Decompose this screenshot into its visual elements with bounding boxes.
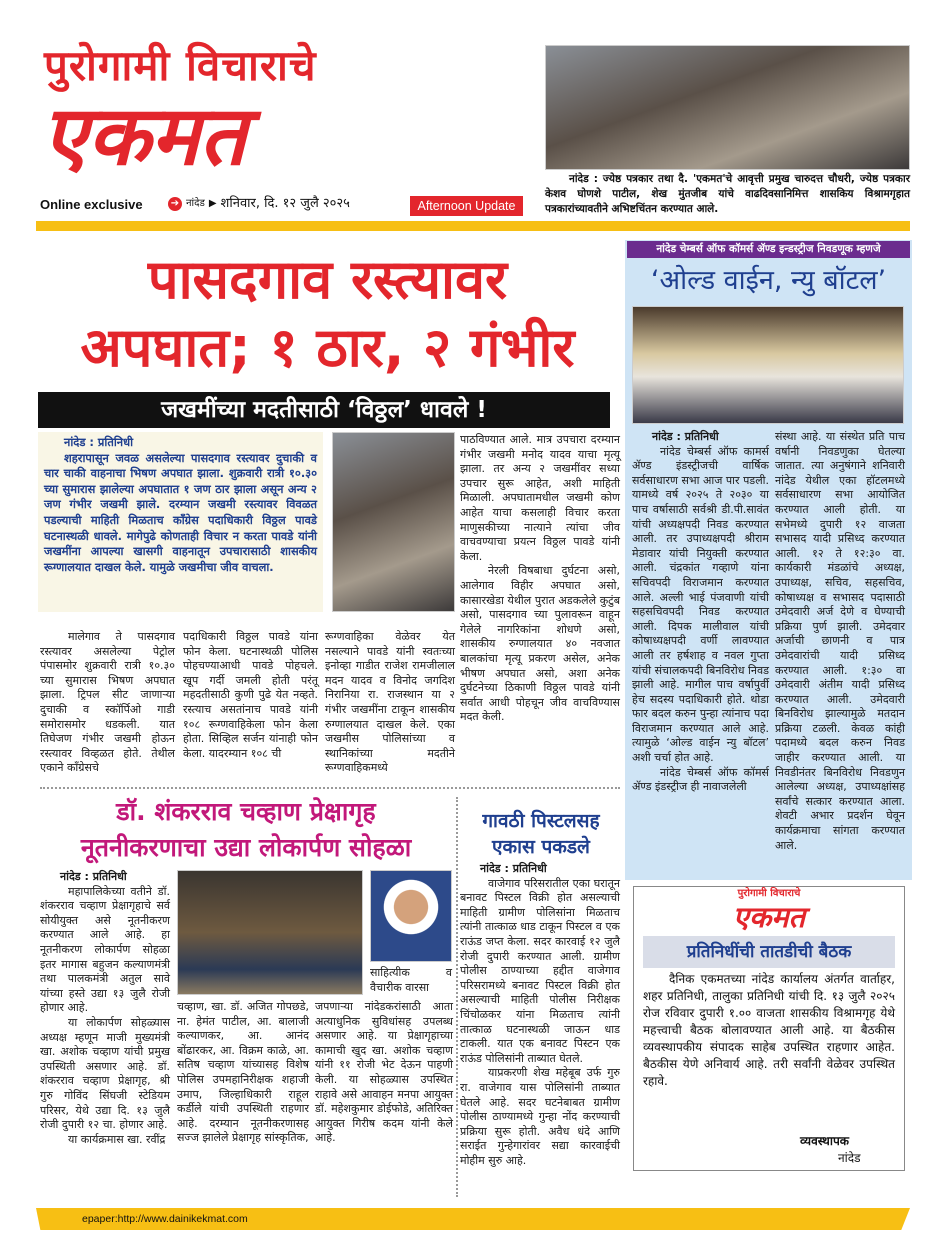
lead-column-1-text: मालेगाव ते पासदगाव रस्त्यावर असलेल्या पेट्रोल पंपासमोर शुक्रवारी रात्री १०.३० च्या सुमारास भिषण अपघात झाला. ट्रिपल सीट जाणाऱ्या दुचाकी व स्कॉर्पिओ गाडी समोरासमोर धडकली. यात तिघेजण गंभीर जखमी होऊन रस्त्यावर विव्हळत होते. तेथील एकाने काँग्रेसचे (40, 630, 175, 775)
lead-headline-2: अपघात; १ ठार, २ गंभीर (80, 316, 575, 379)
lead-column-2-text: पदाधिकारी विठ्ठल पावडे यांना फोन केला. घटनास्थळी पोलिस पोहचण्याआधी पावडे पोहचले. खूप गर्दी जमली होती परंतू महदतीसाठी कुणी पुढे येत नव्हते. रस्त्याच असतांनाच पावडे यांनी १०८ रूग्णवाहिकेला फोन केला होता. सिव्हिल सर्जन यांनाही फोन केला. यादरम्यान १०८ ची (183, 630, 318, 760)
pistol-headline-1: गावठी पिस्टलसह (482, 810, 600, 832)
theatre-column-1 (40, 870, 170, 1147)
masthead-logo: एकमत (42, 89, 247, 184)
lead-summary-box (38, 432, 323, 612)
dateline (168, 194, 350, 214)
chamber-headline: ‘ओल्ड वाईन, न्यु बॉटल’ (650, 265, 887, 296)
theatre-column-3-top (370, 966, 452, 995)
header-rule (36, 221, 910, 231)
chamber-column-2 (775, 430, 905, 853)
theatre-hall-photo (177, 870, 363, 995)
lead-column-4 (460, 433, 620, 725)
top-group-photo (545, 45, 910, 170)
theatre-column-2 (177, 1000, 309, 1146)
lead-column-2 (183, 630, 318, 761)
notice-signature-title: व्यवस्थापक (800, 1134, 849, 1148)
lead-headline-1: पासदगाव रस्त्यावर (147, 248, 508, 311)
play-icon: ▶ (208, 198, 217, 209)
lead-byline: नांदेड : प्रतिनिधी (64, 435, 134, 449)
pistol-byline: नांदेड : प्रतिनिधी (480, 862, 547, 875)
lead-column-4-para-1: पाठविण्यात आले. मात्र उपचारा दरम्यान गंभीर जखमी मनोद यादव याचा मृत्यू झाला. तर अन्य २ जखमींवर सध्या उपचार सुरू आहेत, अशी माहिती मिळाली. अपघातामधील जखमी कोण आहेत याचा कसलाही विचार करता माणुसकीच्या नात्याने त्यांचा जीव वाचवण्याचा प्रयत्न विठ्ठल पावडे यांनी केला. (460, 433, 620, 563)
dateline-date: शनिवार, दि. १२ जुलै २०२५ (220, 196, 350, 211)
theatre-column-2-text: चव्हाण, खा. डॉ. अजित गोपछडे, ना. हेमंत पाटील, आ. बालाजी कल्याणकर, आ. आनंद बोंढारकर, आ. विक्रम काळे, आ. सतिष चव्हाण यांच्यासह विशेष पोलिस उपमहानिरीक्षक शहाजी उमाप, जिल्हाधिकारी राहूल कर्डीले यांची उपस्थिती राहणार आहे. दरम्यान नूतनीकरणासह सज्ज झालेले प्रेक्षागृह सांस्कृतिक, (177, 1000, 309, 1145)
lead-summary: शहरापासून जवळ असलेल्या पासदगाव रस्त्यावर दुचाकी व चार चाकी वाहनाचा भिषण अपघात झाला. शुक्रवारी रात्री १०.३० च्या सुमारास झालेल्या अपघातात १ जण ठार झाला असून अन्य २ जण गंभीर जखमी झाले. दरम्यान जखमी रस्त्यावर विवळत पडल्याची माहिती मिळताच काँग्रेस पदाधिकारी विठ्ठल पावडे घटनास्थळी धावले. मागेपुढे कोणताही विचार न करता पावडे यांनी जखमींना आपल्या खासगी वाहनातून उपचारासाठी शासकीय रूग्णालयात दाखल केले. यामुळे जखमीचा जीव वाचला. (44, 450, 317, 574)
chamber-para-1: नांदेड चेम्बर्स ऑफ कामर्स ॲण्ड इंडस्ट्रीजची वार्षिक सर्वसाधारण सभा आज पार पडली. यामध्ये वर्ष २०२५ ते २०३० या पाच वर्षासाठी सर्वश्री डी.पी.सावंत यांची अध्यक्षपदी निवड करण्यात आली. तर उपाध्यक्षपदी श्रीराम मेडावार यांची नियुक्ती करण्यात आली. चंद्रकांत गव्हाणे यांना सचिवपदी विराजमान करण्यात आले. अल्ली भाई पंजवाणी यांची सहसचिवपदी निवड करण्यात आली. दिपक मालीवाल यांची कोषाध्यक्षपदी वर्णी लावण्यात आली तर हर्षशाह व नवल गुप्ता यांची संचालकपदी बिनविरोध निवड झाली आहे. मागील पाच वर्षापुर्वी हेच सदस्य पदाधिकारी होते. थोडा फार बदल करुन पुन्हा त्यांनाच पदा विराजमान करण्यात आले आहे. त्यामुळे ‘ओल्ड वाईन न्यु बॉटल’ अशी चर्चा होत आहे. (632, 444, 769, 765)
lead-subhead: जखमींच्या मदतीसाठी ‘विठ्ठल’ धावले ! (38, 392, 610, 428)
theatre-column-3-text: जपणाऱ्या नांदेडकरांसाठी आता अत्याधुनिक सुविधांसह उपलब्ध असणार आहे. या प्रेक्षागृहाच्या कामाची खुद खा. अशोक चव्हाण यांनी ११ रोजी भेट देऊन पाहणी केली. या सोहळ्यास उपस्थित राहावे असे आवाहन मनपा आयुक्त डॉ. महेशकुमार डोईफोडे, अतिरिक्त आयुक्त गिरीष कदम यांनी केले आहे. (315, 1000, 453, 1145)
edition-badge: Afternoon Update (410, 196, 523, 216)
theatre-headline-2-row (40, 830, 452, 866)
guest-portrait-photo (370, 870, 452, 962)
section-divider (40, 787, 620, 789)
notice-logo-tagline: पुरोगामी विचाराचे (737, 888, 801, 899)
notice-signature-place: नांदेड (838, 1151, 861, 1165)
lead-column-1 (40, 630, 175, 776)
pistol-para-2: याप्रकरणी शेख महेबूब उर्फ गुरु रा. वाजेगाव यास पोलिसांनी ताब्यात घेतले आहे. सदर घटनेबाबत ग्रामीण पोलीस ठाण्यामध्ये गुन्हा नोंद करण्याची प्रक्रिया सुरू होती. अवैध धंदे आणि सराईत गुन्हेगारांवर सद्या कारवाईची मोहीम सुरु आहे. (460, 1066, 620, 1167)
notice-title: प्रतिनिधींची तातडीची बैठक (643, 936, 895, 968)
footer-epaper-link[interactable]: epaper:http://www.dainikekmat.com (82, 1213, 248, 1225)
theatre-headline-2: नूतनीकरणाचा उद्या लोकार्पण सोहळा (80, 833, 412, 862)
chamber-column-1 (632, 430, 769, 795)
lead-headline-1-row (40, 248, 615, 312)
theatre-column-3-top-text: साहित्यीक व वैचारीक वारसा (370, 966, 452, 994)
dateline-city: नांदेड (186, 198, 205, 209)
notice-body: दैनिक एकमतच्या नांदेड कार्यालय अंतर्गत वार्ताहर, शहर प्रतिनिधी, तालुका प्रतिनिधी यांची दि. १३ जुलै २०२५ रोज रविवार दुपारी १.०० वाजता शासकीय विश्रामगृह येथे महत्त्वाची बैठक बोलावण्यात आली आहे. या बैठकीस व्यवस्थापकीय संपादक साहेब उपस्थित राहणार आहेत. बैठकीस येणे अनिवार्य आहे. तरी सर्वांनी वेळेवर उपस्थित रहावे. (643, 972, 895, 1088)
theatre-para-2: या लोकार्पण सोहळ्यास अध्यक्ष म्हणून माजी मुख्यमंत्री खा. अशोक चव्हाण यांची प्रमुख उपस्थिती असणार आहे. डॉ. शंकरराव चव्हाण प्रेक्षागृह, श्री गुरु गोविंद सिंघजी स्टेडियम परिसर, येथे उद्या दि. १३ जुलै रोजी दुपारी १२ चा. होणार आहे. (40, 1015, 170, 1132)
chamber-para-2: नांदेड चेम्बर्स ऑफ कॉमर्स ॲण्ड इंडस्ट्रीज ही नावाजलेली (632, 765, 769, 794)
top-photo-caption: नांदेड : ज्येष्ठ पत्रकार तथा दै. 'एकमत'चे आवृत्ती प्रमुख चारुदत्त चौधरी, ज्येष्ठ पत्रकार केशव घोणशे पाटील, शेख मुंतजीब यांचे वाढदिवसानिमित्त शासकिय विश्रामगृहात पत्रकारांच्यावतीने अभिष्टचिंतन करण्यात आले. (545, 173, 910, 215)
lead-headline-2-row (40, 316, 615, 380)
arrow-circle-icon: ➔ (168, 197, 182, 211)
theatre-byline: नांदेड : प्रतिनिधी (60, 870, 127, 883)
lead-column-3 (325, 630, 455, 776)
lead-column-4-para-2: नेरली विषबाधा दुर्घटना असो, आलेगाव विहीर अपघात असो, कासारखेडा येथील पुरात अडकलेले कुटुंब असो, पासदगाव च्या पुलावरून वाहून गेलेले नागरिकांना शोधणे असो, शासकीय रुग्णालयात ४० नवजात बालकांचा मृत्यू प्रकरण असेल, अनेक भीषण अपघात असो, अशा अनेक दुर्घटनेच्या ठिकाणी विठ्ठल पावडे यांनी सर्वात आधी पोहचून जीव वाचविण्यास मदत केली. (460, 564, 620, 724)
pistol-para-1: वाजेगाव परिसरातील एका घरातून बनावट पिस्टल विक्री होत असल्याची माहिती ग्रामीण पोलिसांना मिळताच त्यांनी तात्काळ धाड टाकून पिस्टल व एक राऊंड जप्त केला. सदर कारवाई १२ जुलै रोजी दुपारी करण्यात आली. ग्रामीण पोलीस ठाण्याच्या हद्दीत वाजेगाव परिसरामध्ये बनावट पिस्टल विक्री होत असल्याची माहिती पोलीस निरीक्षक चिंचोळकर यांना मिळताच त्यांनी तात्काळ घटनास्थळी जाऊन धाड टाकली. यात एक बनावट पिस्टन एक राऊंड पोलिसांनी ताब्यात घेतले. (460, 876, 620, 1065)
lead-accident-photo (332, 432, 455, 612)
pistol-headline-2: एकास पकडले (492, 836, 590, 858)
masthead-tagline: पुरोगामी विचाराचे (44, 41, 317, 90)
column-divider (456, 797, 458, 1197)
pistol-column (460, 862, 620, 1168)
lead-column-3-text: रूग्णवाहिका वेळेवर येत नसल्याने पावडे यांनी स्वतःच्या इनोव्हा गाडीत राजेश रामजीलाल मदन यादव व विनोद जगदिश निरानिया रा. राजस्थान या २ गंभीर जखमींना टाकून शासकीय रुग्णालयात दाखल केले. एका जखमीस पोलिसांच्या व स्थानिकांच्या मदतीने रूग्णवाहिकमध्ये (325, 630, 455, 775)
theatre-headline-1: डॉ. शंकरराव चव्हाण प्रेक्षागृह (116, 797, 376, 826)
chamber-column-2-text: संस्था आहे. या संस्थेत प्रति पाच वर्षानी निवडणुका घेतल्या जातात. त्या अनुषंगाने शनिवारी नांदेड येथील एका हॉटलमध्ये सर्वसाधारण सभा आयोजित करण्यात आली होती. या सभेमध्ये दुपारी १२ वाजता सभासद यादी प्रसिध्द करण्यात आली. १२ ते १२:३० वा. कार्यकारी मंडळांचे अध्यक्ष, उपाध्यक्ष, सचिव, सहसचिव, कोषाध्यक्ष व सभासद पदासाठी उमेदवारी अर्ज देणे व घेण्याची प्रक्रिया पुर्ण झाली. उमेदवार अर्जाची छाणनी व पात्र उमेदवारांची यादी प्रसिध्द करण्यात आली. १:३० वा उमेदवारी अंतीम यादी प्रसिध्द करण्यात आली. उमेदवारी बिनविरोध झाल्यामुळे मतदान प्रक्रिया टळली. केवळ कांही पदामध्ये बदल करुन निवड जाहीर करण्यात आली. या निवडीनंतर बिनविरोध निवडणुन आलेल्या अध्यक्ष, उपाध्यक्षांसह सर्वांचे सत्कार करण्यात आला. शेवटी अभार प्रदर्शन घेवून कार्यक्रमाचा सांगता करण्यात आले. (775, 430, 905, 852)
chamber-byline: नांदेड : प्रतिनिधी (652, 430, 719, 443)
chamber-kicker: नांदेड चेम्बर्स ऑफ कॉमर्स ॲण्ड इन्डस्ट्रीज निवडणूक म्हणजे (627, 241, 910, 258)
online-exclusive-label: Online exclusive (40, 197, 143, 212)
chamber-group-photo (632, 306, 904, 424)
theatre-para-1: महापालिकेच्या वतीने डॉ. शंकरराव चव्हाण प्रेक्षागृहाचे सर्व सोयीयुक्त असे नूतनीकरण करण्यात आले आहे. हा नूतनीकरण लोकार्पण सोहळा इतर मागास बहुजन कल्याणमंत्री तथा पालकमंत्री अतुल सावे यांच्या हस्ते उद्या १३ जुलै रोजी होणार आहे. (40, 884, 170, 1015)
theatre-para-3: या कार्यक्रमास खा. रवींद्र (68, 1132, 166, 1146)
notice-logo: एकमत (732, 900, 806, 934)
theatre-column-3 (315, 1000, 453, 1146)
theatre-headline-1-row (40, 794, 452, 830)
